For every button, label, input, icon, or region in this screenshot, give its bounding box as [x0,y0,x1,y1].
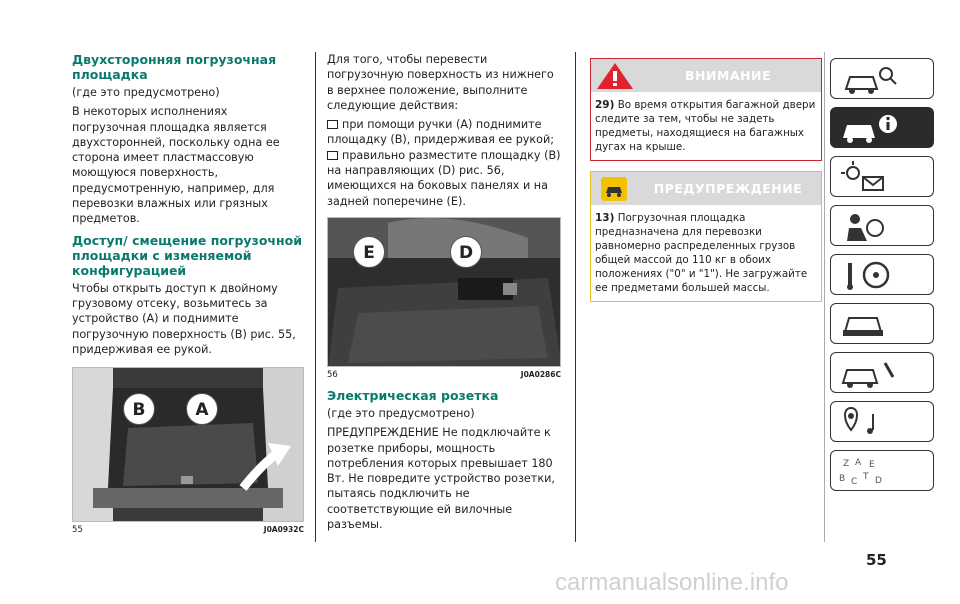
paragraph: (где это предусмотрено) [327,406,475,420]
label-e: E [353,236,385,268]
watermark-footer: carmanualsonline.info [555,569,789,596]
warning-text: Во время открытия багажной двери следите за тем, чтобы не задеть предметы, находящиеся на багажных дугах на крыше. [595,99,816,153]
airbag-person-icon [831,206,935,247]
section-heading: Доступ/ смещение погрузочной площадки с изменяемой конфигурацией [72,232,302,278]
tab-car-service[interactable] [830,352,934,393]
paragraph: Чтобы открыть доступ к двойному грузовому отсеку, возьмитесь за устройство (A) и поднимите погрузочную поверхность (B) рис. 55, придерживая ее рукой. [72,281,296,356]
trunk-photo-image [73,368,304,522]
svg-text:T: T [863,472,869,482]
column-1 [72,52,304,535]
bullet-item [327,117,561,148]
car-caution-icon [595,174,635,204]
figure-caption [327,370,561,380]
tab-lights-mail[interactable] [830,156,934,197]
music-nav-icon [831,402,935,443]
column-3 [590,58,822,302]
warning-body [591,92,821,160]
tab-airbag-person[interactable] [830,205,934,246]
figure-caption [72,525,304,535]
paragraph: (где это предусмотрено) [72,86,220,99]
column-2 [327,52,561,536]
label-d: D [450,236,482,268]
car-info-icon [831,108,935,149]
svg-text:E: E [869,460,875,470]
svg-text:D: D [875,476,882,486]
bullet-icon [327,151,338,160]
tab-car-search[interactable] [830,58,934,99]
column-divider [824,52,825,542]
svg-text:C: C [851,477,858,487]
section-heading: Электрическая розетка [327,387,499,403]
figure-56 [327,217,561,367]
caution-text: Погрузочная площадка предназначена для перевозки равномерно распределенных грузов общей массой до 110 кг в обоих положениях ("0" и "1"). Не загружайте ее предметами большей массы. [595,212,808,294]
column-divider [315,52,316,542]
tab-index[interactable] [830,450,934,491]
note-number: 13) [595,212,615,224]
caution-box [590,171,822,302]
warning-box [590,58,822,161]
bullet-text: при помощи ручки (A) поднимите площадку (B), придерживая ее рукой; [327,118,555,147]
tab-car-info[interactable] [830,107,934,148]
column-divider [575,52,576,542]
danger-icon [595,61,635,91]
tab-car-front[interactable] [830,303,934,344]
caution-body [591,205,821,301]
car-search-icon [831,59,935,100]
bullet-icon [327,120,338,129]
tab-music-nav[interactable] [830,401,934,442]
warning-title: ВНИМАНИЕ [684,68,772,83]
svg-text:A: A [855,458,862,468]
label-b: B [123,393,155,425]
svg-text:Z: Z [843,459,850,469]
section-heading: Двухсторонняя погрузочная площадка [72,52,277,82]
car-service-icon [831,353,935,394]
caution-title: ПРЕДУПРЕЖДЕНИЕ [653,181,803,196]
figure-number: 55 [72,525,83,536]
figure-code: J0A0286C [520,369,561,379]
svg-text:B: B [839,474,846,484]
figure-code: J0A0932C [263,525,304,535]
wrench-steering-icon [831,255,935,296]
bullet-item [327,148,561,209]
car-front-icon [831,304,935,345]
caution-header [591,172,821,205]
bullet-text: правильно разместите площадку (B) на направляющих (D) рис. 56, имеющихся на боковых панелях и на задней поперечине (E). [327,148,561,208]
figure-55 [72,367,304,522]
note-number: 29) [595,99,615,111]
tab-wrench-steering[interactable] [830,254,934,295]
label-a: A [186,393,218,425]
warning-header [591,59,821,92]
paragraph: В некоторых исполнениях погрузочная площадка является двухсторонней, поскольку одна ее сторона имеет пластмассовую моющуюся поверхность, предусмотренную, например, для перевозки влажных или грязных предметов. [72,105,280,226]
index-letters-icon [831,451,935,492]
paragraph: Для того, чтобы перевести погрузочную поверхность из нижнего в верхнее положение, выполните следующие действия: [327,53,554,112]
lights-mail-icon [831,157,935,198]
figure-number: 56 [327,369,338,380]
paragraph: ПРЕДУПРЕЖДЕНИЕ Не подключайте к розетке приборы, мощность потребления которых превышает 180 Вт. Не повредите устройство розетки, пытаясь подключить не соответствующие ей вилочные разъемы. [327,426,555,532]
page-number: 55 [866,551,887,569]
